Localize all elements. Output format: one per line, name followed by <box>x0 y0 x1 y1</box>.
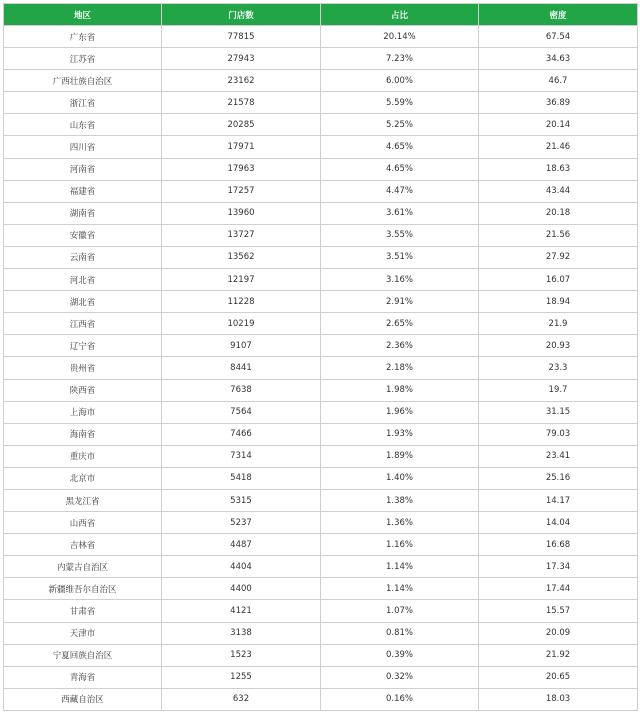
cell-density: 17.34 <box>479 556 638 578</box>
cell-region: 青海省 <box>4 666 162 688</box>
cell-store-count: 8441 <box>162 357 321 379</box>
table-row <box>4 26 638 48</box>
cell-share: 5.25% <box>321 114 479 136</box>
table-row <box>4 357 638 379</box>
cell-density: 21.46 <box>479 136 638 158</box>
table-row <box>4 556 638 578</box>
cell-store-count: 7638 <box>162 379 321 401</box>
table-row <box>4 578 638 600</box>
table-row <box>4 401 638 423</box>
cell-share: 1.98% <box>321 379 479 401</box>
cell-region: 贵州省 <box>4 357 162 379</box>
cell-store-count: 4121 <box>162 600 321 622</box>
cell-share: 0.32% <box>321 666 479 688</box>
cell-density: 20.18 <box>479 202 638 224</box>
table-row <box>4 291 638 313</box>
cell-share: 1.16% <box>321 534 479 556</box>
cell-density: 46.7 <box>479 70 638 92</box>
cell-density: 67.54 <box>479 26 638 48</box>
cell-share: 4.65% <box>321 158 479 180</box>
cell-region: 四川省 <box>4 136 162 158</box>
table-row <box>4 335 638 357</box>
cell-share: 0.39% <box>321 644 479 666</box>
cell-store-count: 13727 <box>162 224 321 246</box>
table-row <box>4 666 638 688</box>
cell-store-count: 27943 <box>162 48 321 70</box>
header-store-count: 门店数 <box>162 4 321 26</box>
cell-store-count: 4400 <box>162 578 321 600</box>
table-row <box>4 534 638 556</box>
cell-share: 3.55% <box>321 224 479 246</box>
table-row <box>4 467 638 489</box>
cell-region: 江苏省 <box>4 48 162 70</box>
table-row <box>4 158 638 180</box>
cell-store-count: 7466 <box>162 423 321 445</box>
table-row <box>4 644 638 666</box>
store-density-table <box>3 3 638 711</box>
table-row <box>4 180 638 202</box>
cell-region: 广东省 <box>4 26 162 48</box>
cell-region: 宁夏回族自治区 <box>4 644 162 666</box>
cell-store-count: 4404 <box>162 556 321 578</box>
cell-density: 14.04 <box>479 512 638 534</box>
cell-store-count: 13562 <box>162 246 321 268</box>
cell-store-count: 1255 <box>162 666 321 688</box>
cell-share: 1.96% <box>321 401 479 423</box>
cell-store-count: 632 <box>162 688 321 710</box>
cell-region: 江西省 <box>4 313 162 335</box>
cell-store-count: 4487 <box>162 534 321 556</box>
cell-density: 21.56 <box>479 224 638 246</box>
table-row <box>4 92 638 114</box>
cell-share: 2.18% <box>321 357 479 379</box>
cell-region: 北京市 <box>4 467 162 489</box>
cell-density: 21.9 <box>479 313 638 335</box>
cell-store-count: 7564 <box>162 401 321 423</box>
cell-share: 3.16% <box>321 269 479 291</box>
table-row <box>4 136 638 158</box>
header-density: 密度 <box>479 4 638 26</box>
cell-region: 安徽省 <box>4 224 162 246</box>
cell-store-count: 77815 <box>162 26 321 48</box>
cell-density: 34.63 <box>479 48 638 70</box>
cell-density: 20.14 <box>479 114 638 136</box>
cell-share: 3.61% <box>321 202 479 224</box>
table-row <box>4 313 638 335</box>
cell-density: 20.09 <box>479 622 638 644</box>
cell-store-count: 10219 <box>162 313 321 335</box>
cell-share: 1.40% <box>321 467 479 489</box>
cell-region: 广西壮族自治区 <box>4 70 162 92</box>
cell-store-count: 5418 <box>162 467 321 489</box>
cell-density: 14.17 <box>479 489 638 511</box>
table-row <box>4 423 638 445</box>
table-row <box>4 269 638 291</box>
table-body <box>4 26 638 711</box>
store-table-container <box>3 3 637 711</box>
cell-store-count: 17971 <box>162 136 321 158</box>
cell-region: 重庆市 <box>4 445 162 467</box>
cell-store-count: 13960 <box>162 202 321 224</box>
cell-region: 河南省 <box>4 158 162 180</box>
cell-density: 16.68 <box>479 534 638 556</box>
cell-density: 25.16 <box>479 467 638 489</box>
cell-share: 7.23% <box>321 48 479 70</box>
cell-share: 1.14% <box>321 556 479 578</box>
cell-share: 4.65% <box>321 136 479 158</box>
cell-store-count: 20285 <box>162 114 321 136</box>
table-row <box>4 379 638 401</box>
cell-region: 新疆维吾尔自治区 <box>4 578 162 600</box>
cell-store-count: 9107 <box>162 335 321 357</box>
cell-region: 山东省 <box>4 114 162 136</box>
cell-density: 36.89 <box>479 92 638 114</box>
cell-share: 20.14% <box>321 26 479 48</box>
cell-region: 浙江省 <box>4 92 162 114</box>
cell-share: 0.81% <box>321 622 479 644</box>
cell-share: 6.00% <box>321 70 479 92</box>
cell-share: 5.59% <box>321 92 479 114</box>
header-row <box>4 4 638 26</box>
header-share: 占比 <box>321 4 479 26</box>
cell-share: 1.36% <box>321 512 479 534</box>
cell-store-count: 3138 <box>162 622 321 644</box>
cell-store-count: 21578 <box>162 92 321 114</box>
table-row <box>4 489 638 511</box>
cell-share: 1.14% <box>321 578 479 600</box>
cell-share: 2.91% <box>321 291 479 313</box>
cell-region: 云南省 <box>4 246 162 268</box>
table-row <box>4 70 638 92</box>
cell-share: 1.89% <box>321 445 479 467</box>
table-row <box>4 512 638 534</box>
cell-density: 19.7 <box>479 379 638 401</box>
cell-density: 43.44 <box>479 180 638 202</box>
cell-region: 吉林省 <box>4 534 162 556</box>
cell-density: 18.63 <box>479 158 638 180</box>
cell-density: 18.94 <box>479 291 638 313</box>
cell-density: 27.92 <box>479 246 638 268</box>
cell-region: 山西省 <box>4 512 162 534</box>
cell-share: 3.51% <box>321 246 479 268</box>
cell-share: 4.47% <box>321 180 479 202</box>
cell-region: 西藏自治区 <box>4 688 162 710</box>
table-row <box>4 114 638 136</box>
cell-density: 20.65 <box>479 666 638 688</box>
cell-density: 23.41 <box>479 445 638 467</box>
cell-density: 18.03 <box>479 688 638 710</box>
table-row <box>4 600 638 622</box>
header-region: 地区 <box>4 4 162 26</box>
cell-region: 海南省 <box>4 423 162 445</box>
table-row <box>4 445 638 467</box>
cell-region: 河北省 <box>4 269 162 291</box>
cell-density: 31.15 <box>479 401 638 423</box>
table-row <box>4 224 638 246</box>
cell-density: 21.92 <box>479 644 638 666</box>
cell-density: 20.93 <box>479 335 638 357</box>
cell-region: 内蒙古自治区 <box>4 556 162 578</box>
table-row <box>4 202 638 224</box>
cell-store-count: 11228 <box>162 291 321 313</box>
cell-share: 2.65% <box>321 313 479 335</box>
table-row <box>4 246 638 268</box>
cell-share: 0.16% <box>321 688 479 710</box>
table-row <box>4 688 638 710</box>
cell-density: 16.07 <box>479 269 638 291</box>
cell-store-count: 17963 <box>162 158 321 180</box>
cell-store-count: 1523 <box>162 644 321 666</box>
cell-share: 1.38% <box>321 489 479 511</box>
cell-store-count: 12197 <box>162 269 321 291</box>
cell-store-count: 5237 <box>162 512 321 534</box>
cell-region: 湖南省 <box>4 202 162 224</box>
cell-share: 2.36% <box>321 335 479 357</box>
cell-region: 天津市 <box>4 622 162 644</box>
table-header <box>4 4 638 26</box>
cell-region: 黑龙江省 <box>4 489 162 511</box>
cell-store-count: 7314 <box>162 445 321 467</box>
table-row <box>4 622 638 644</box>
cell-density: 17.44 <box>479 578 638 600</box>
cell-store-count: 17257 <box>162 180 321 202</box>
cell-density: 23.3 <box>479 357 638 379</box>
cell-region: 湖北省 <box>4 291 162 313</box>
cell-region: 辽宁省 <box>4 335 162 357</box>
cell-share: 1.93% <box>321 423 479 445</box>
cell-density: 79.03 <box>479 423 638 445</box>
cell-store-count: 5315 <box>162 489 321 511</box>
cell-region: 陕西省 <box>4 379 162 401</box>
table-row <box>4 48 638 70</box>
cell-share: 1.07% <box>321 600 479 622</box>
cell-region: 上海市 <box>4 401 162 423</box>
cell-region: 福建省 <box>4 180 162 202</box>
cell-density: 15.57 <box>479 600 638 622</box>
cell-store-count: 23162 <box>162 70 321 92</box>
cell-region: 甘肃省 <box>4 600 162 622</box>
